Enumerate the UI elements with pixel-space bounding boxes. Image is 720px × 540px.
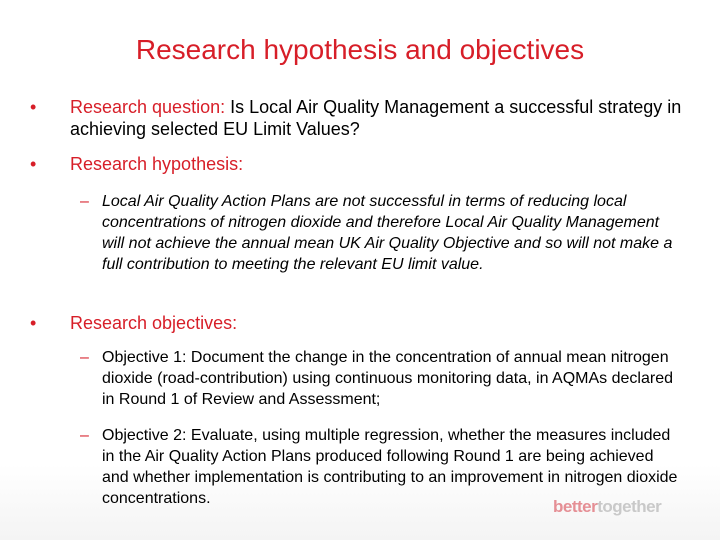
dash-marker: – [80, 349, 89, 366]
dash-marker: – [80, 193, 89, 210]
logo-part-better: better [553, 497, 598, 516]
bettertogether-logo [553, 497, 661, 517]
research-objectives-label: Research objectives: [70, 313, 238, 333]
objective-2-text: Objective 2: Evaluate, using multiple regression, whether the measures included in the Air Quality Action Plans produced following Round 1 are being achieved and whether implementation is contributing to an improvement in nitrogen dioxide concentrations. [102, 427, 678, 507]
bullet-text [70, 312, 685, 334]
research-question-text: Is Local Air Quality Management a successful strategy in achieving selected EU Limit Values? [70, 97, 682, 139]
bullet-text [70, 153, 685, 175]
research-hypothesis-label: Research hypothesis: [70, 154, 244, 174]
bullet-text [70, 96, 685, 140]
research-question-label: Research question: [70, 97, 226, 117]
slide-title: Research hypothesis and objectives [135, 34, 585, 65]
logo-part-together: together [597, 497, 662, 516]
hypothesis-text: Local Air Quality Action Plans are not successful in terms of reducing local concentrations of nitrogen dioxide and therefore Local Air Quality Management will not achieve the annual mean UK Air Quality Objective and so will not make a full contribution to meeting the relevant EU limit value. [102, 193, 673, 273]
dash-marker: – [80, 427, 89, 444]
objective-1-text: Objective 1: Document the change in the concentration of annual mean nitrogen dioxide (road-contribution) using continuous monitoring data, in AQMAs declared in Round 1 of Review and Assessment; [102, 349, 673, 408]
bullet-marker: • [30, 97, 37, 117]
bullet-marker: • [30, 154, 37, 174]
bullet-marker: • [30, 313, 37, 333]
